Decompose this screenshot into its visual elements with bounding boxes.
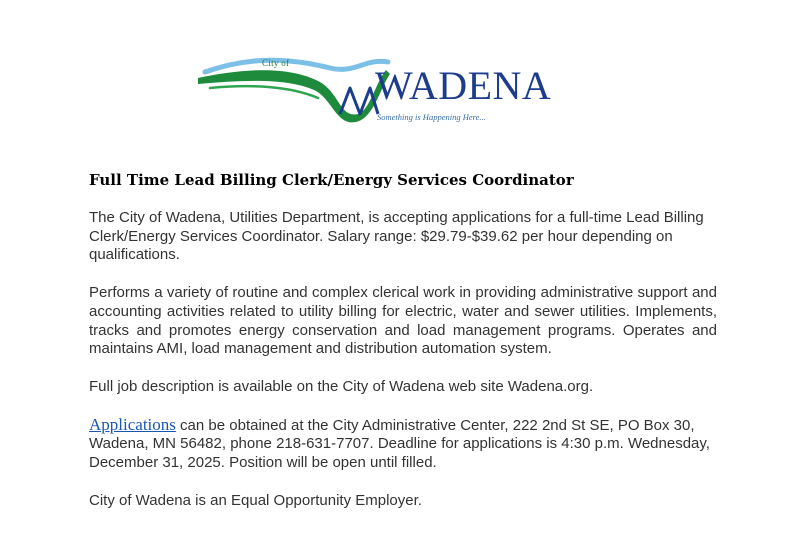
logo-tagline: Something is Happening Here...	[377, 112, 486, 122]
posting-eoe: City of Wadena is an Equal Opportunity Employer.	[89, 491, 422, 509]
logo-city-of: City of	[262, 58, 290, 68]
city-logo	[190, 48, 552, 130]
applications-text: can be obtained at the City Administrative Center, 222 2nd St SE, PO Box 30, Wadena, MN 56482, phone 218-631-7707. Deadline for applications is 4:30 p.m. Wednesday, December 31, 2025. Position will be open until filled.	[89, 416, 710, 472]
posting-applications	[89, 416, 717, 473]
posting-duties: Performs a variety of routine and complex clerical work in providing administrative support and accounting activities related to utility billing for electric, water and sewer utilities. Implements, tracks and promotes energy conservation and load management programs. Operates and maintains AMI, load management and distribution automation system.	[89, 284, 717, 358]
posting-intro: The City of Wadena, Utilities Department, is accepting applications for a full-time Lead Billing Clerk/Energy Services Coordinator. Salary range: $29.79-$39.62 per hour depending on qualifications.	[89, 209, 704, 264]
posting-title: Full Time Lead Billing Clerk/Energy Services Coordinator	[89, 171, 574, 189]
logo-wordmark: WADENA	[375, 63, 552, 108]
applications-link[interactable]: Applications	[89, 414, 176, 434]
job-posting	[89, 170, 717, 529]
posting-description-note: Full job description is available on the City of Wadena web site Wadena.org.	[89, 377, 594, 395]
